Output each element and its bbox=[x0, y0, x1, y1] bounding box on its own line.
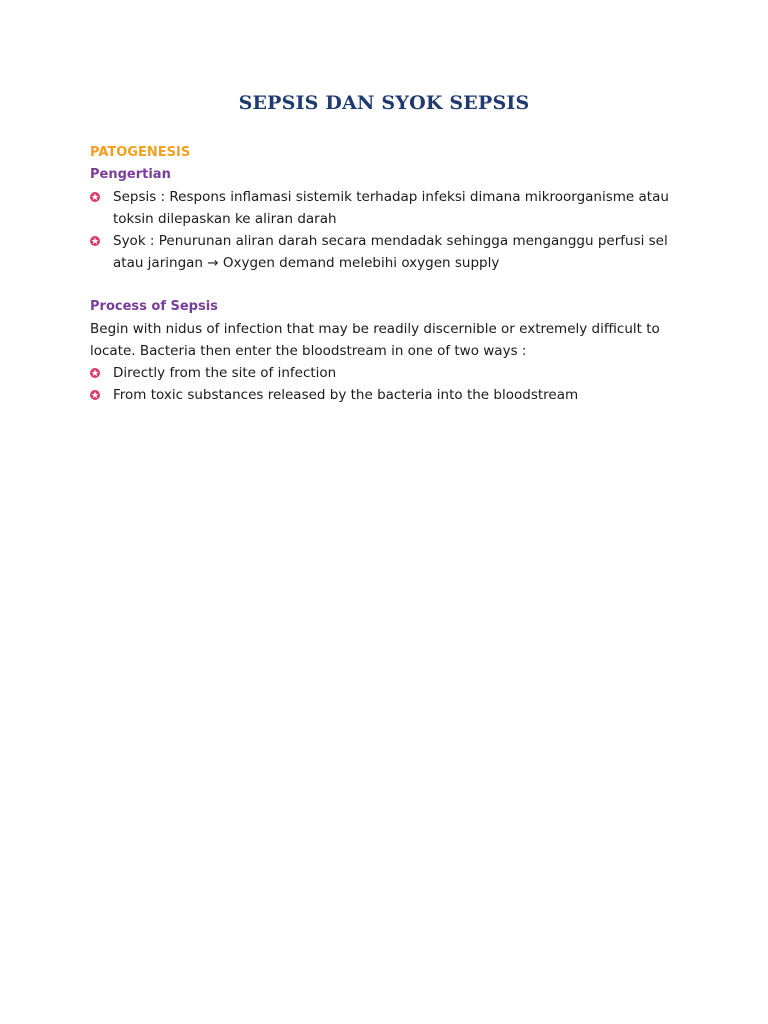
section-spacer bbox=[90, 274, 680, 296]
pengertian-bullet-list bbox=[90, 186, 680, 274]
list-item bbox=[90, 230, 680, 274]
star-bullet-icon bbox=[90, 368, 100, 378]
document-body bbox=[90, 142, 680, 406]
list-item bbox=[90, 384, 680, 406]
process-paragraph: Begin with nidus of infection that may be readily discernible or extremely difficult to locate. Bacteria then enter the bloodstream in one of two ways : bbox=[90, 321, 660, 359]
subsection-heading-process-of-sepsis: Process of Sepsis bbox=[90, 299, 218, 314]
bullet-text: Syok : Penurunan aliran darah secara mendadak sehingga menganggu perfusi sel atau jaringan → Oxygen demand melebihi oxygen supply bbox=[113, 233, 668, 271]
section-heading-patogenesis: PATOGENESIS bbox=[90, 145, 191, 160]
bullet-text: From toxic substances released by the bacteria into the bloodstream bbox=[113, 387, 579, 403]
bullet-text: Directly from the site of infection bbox=[113, 365, 337, 381]
star-bullet-icon bbox=[90, 390, 100, 400]
bullet-text: Sepsis : Respons inflamasi sistemik terhadap infeksi dimana mikroorganisme atau toksin dilepaskan ke aliran darah bbox=[113, 189, 669, 227]
list-item bbox=[90, 362, 680, 384]
process-bullet-list bbox=[90, 362, 680, 406]
list-item bbox=[90, 186, 680, 230]
star-bullet-icon bbox=[90, 192, 100, 202]
star-bullet-icon bbox=[90, 236, 100, 246]
subsection-heading-pengertian: Pengertian bbox=[90, 167, 171, 182]
document-title: SEPSIS DAN SYOK SEPSIS bbox=[238, 92, 530, 114]
